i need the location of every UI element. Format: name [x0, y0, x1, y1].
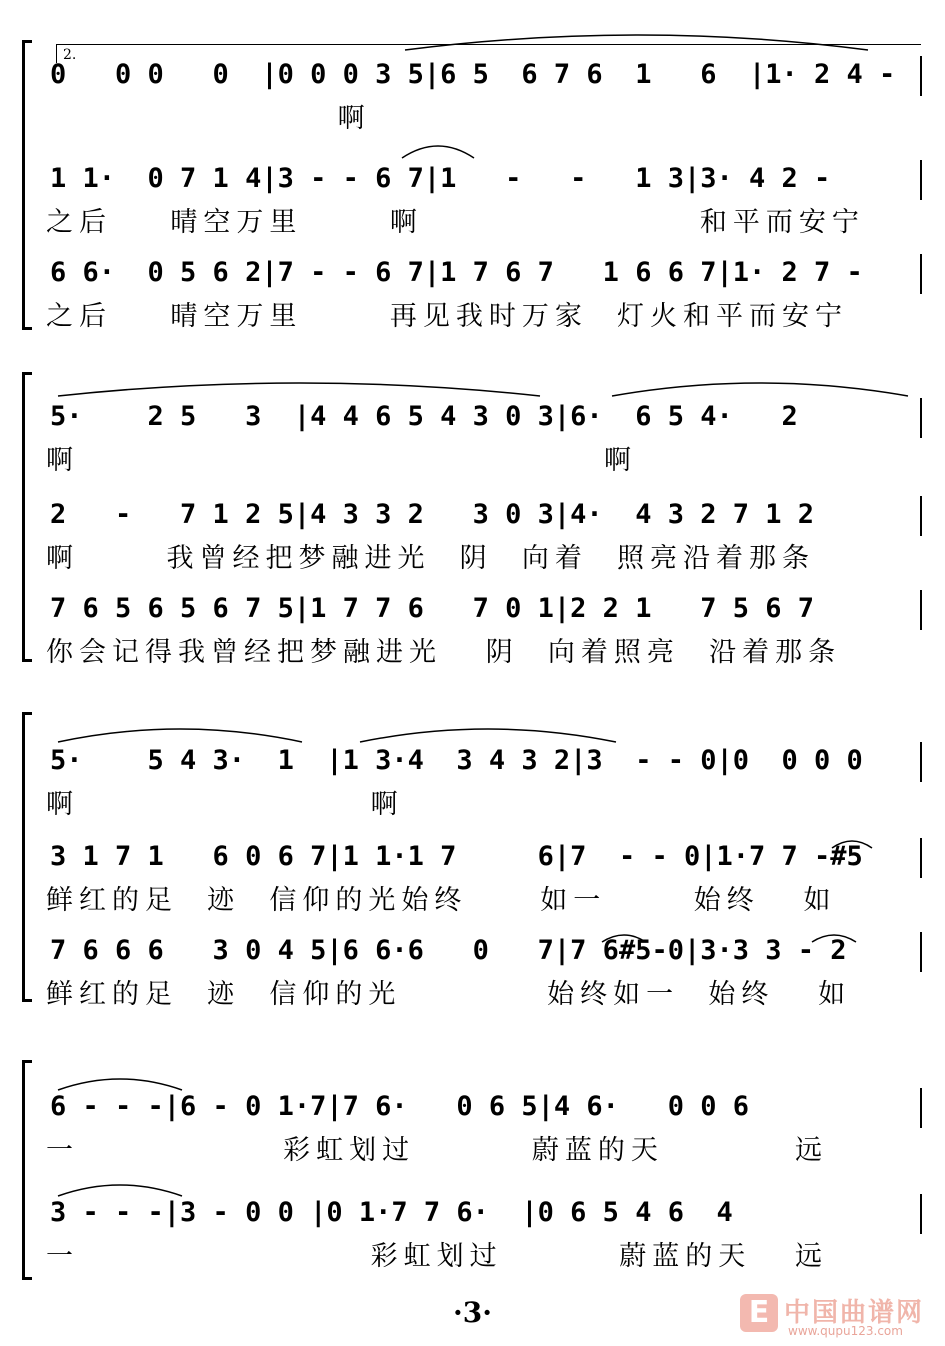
barline	[920, 160, 922, 200]
lyrics: 啊 我曾经把梦融进光 阴 向着 照亮沿着那条	[46, 543, 815, 574]
volta-label: 2.	[63, 47, 77, 63]
staff-line-1	[40, 736, 920, 832]
system-4	[0, 1060, 945, 1290]
notes: 5· 2 5 3 |4 4 6 5 4 3 0 3|6· 6 5 4· 2	[50, 401, 798, 432]
lyrics: 一 彩虹划过 蔚蓝的天 远	[46, 1135, 829, 1166]
notes: 3 1 7 1 6 0 6 7|1 1·1 7 6|7 - - 0|1·7 7 -#5	[50, 841, 863, 872]
watermark-logo	[740, 1292, 940, 1342]
barline	[920, 398, 922, 438]
system-3	[0, 712, 945, 1012]
barline	[920, 496, 922, 536]
notes: 0 0 0 0 |0 0 0 3 5|6 5 6 7 6 1 6 |1· 2 4 -	[50, 59, 896, 90]
lyrics: 一 彩虹划过 蔚蓝的天 远	[46, 1241, 829, 1272]
system-brace	[22, 40, 25, 330]
notes: 2 - 7 1 2 5|4 3 3 2 3 0 3|4· 4 3 2 7 1 2	[50, 499, 815, 530]
barline	[920, 932, 922, 972]
staff-line-2	[40, 490, 920, 586]
notes: 1 1· 0 7 1 4|3 - - 6 7|1 - - 1 3|3· 4 2 -	[50, 163, 831, 194]
lyrics: 啊	[46, 103, 371, 134]
barline	[920, 254, 922, 294]
staff-line-3	[40, 926, 920, 1022]
staff-line-2	[40, 1188, 920, 1284]
staff-line-2	[40, 832, 920, 928]
notes: 5· 5 4 3· 1 |1 3·4 3 4 3 2|3 - - 0|0 0 0 0	[50, 745, 863, 776]
page-number: ·3·	[453, 1296, 492, 1329]
notes: 6 - - -|6 - 0 1·7|7 6· 0 6 5|4 6· 0 0 6	[50, 1091, 749, 1122]
staff-line-2	[40, 154, 920, 250]
staff-line-3	[40, 584, 920, 680]
barline	[920, 1194, 922, 1234]
watermark-title: 中国曲谱网	[784, 1298, 925, 1328]
logo-icon: E	[740, 1294, 778, 1332]
lyrics: 之后 晴空万里 再见我时万家 灯火和平而安宁	[46, 301, 848, 332]
system-brace	[22, 712, 25, 1002]
notes: 6 6· 0 5 6 2|7 - - 6 7|1 7 6 7 1 6 6 7|1· 2 7 -	[50, 257, 863, 288]
lyrics: 鲜红的足 迹 信仰的光 始终如一 始终 如	[46, 979, 852, 1010]
system-2	[0, 372, 945, 672]
lyrics: 之后 晴空万里 啊 和平而安宁	[46, 207, 865, 238]
lyrics: 啊 啊	[46, 445, 637, 476]
staff-line-1	[40, 1082, 920, 1178]
lyrics: 你会记得我曾经把梦融进光 阴 向着照亮 沿着那条	[46, 637, 842, 668]
barline	[920, 838, 922, 878]
staff-line-1	[40, 392, 920, 488]
notes: 7 6 5 6 5 6 7 5|1 7 7 6 7 0 1|2 2 1 7 5 6 7	[50, 593, 815, 624]
lyrics: 啊 啊	[46, 789, 404, 820]
system-1	[0, 22, 945, 342]
barline	[920, 56, 922, 96]
notes: 7 6 6 6 3 0 4 5|6 6·6 0 7|7 6#5-0|3·3 3 - 2	[50, 935, 847, 966]
lyrics: 鲜红的足 迹 信仰的光始终 如一 始终 如	[46, 885, 837, 916]
staff-line-3	[40, 248, 920, 344]
system-brace	[22, 1060, 25, 1280]
staff-line-1	[40, 50, 920, 146]
barline	[920, 742, 922, 782]
system-brace	[22, 372, 25, 662]
notes: 3 - - -|3 - 0 0 |0 1·7 7 6· |0 6 5 4 6 4	[50, 1197, 733, 1228]
barline	[920, 1088, 922, 1128]
barline	[920, 590, 922, 630]
watermark-url: www.qupu123.com	[788, 1324, 903, 1338]
